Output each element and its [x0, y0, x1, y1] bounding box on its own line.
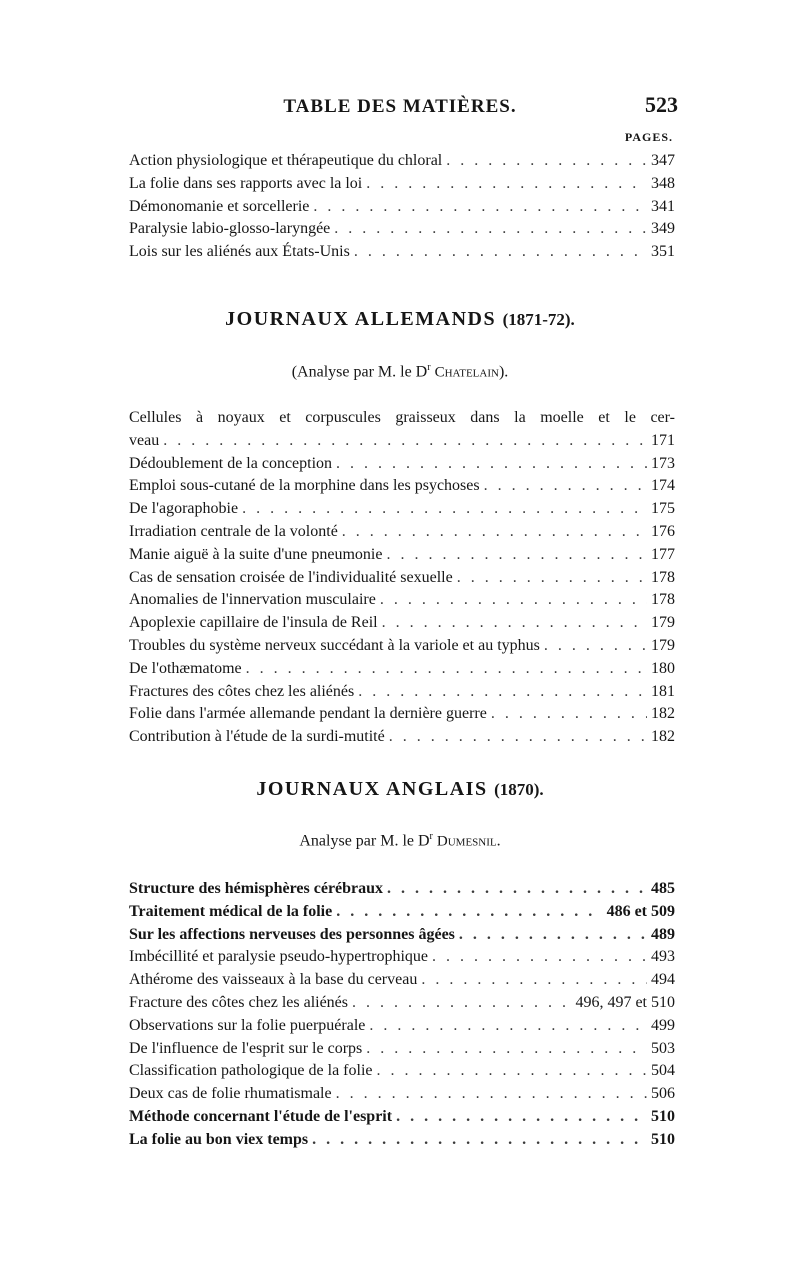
toc-entry: Dédoublement de la conception . . . 173	[129, 453, 675, 476]
toc-entry: Emploi sous-cutané de la morphine dans les psychoses . . . 174	[129, 475, 675, 498]
toc-section-2	[129, 407, 675, 749]
toc-entry: Fractures des côtes chez les aliénés . . . 181	[129, 681, 675, 704]
toc-entry: Structure des hémisphères cérébraux . . . 485	[129, 878, 675, 901]
toc-entry: Observations sur la folie puerpuérale . . . 499	[129, 1015, 675, 1038]
toc-entry: Traitement médical de la folie . . . 486 et 509	[129, 901, 675, 924]
toc-entry: Troubles du système nerveux succédant à la variole et au typhus . . . 179	[129, 635, 675, 658]
toc-entry: Imbécillité et paralysie pseudo-hypertrophique . . . 493	[129, 946, 675, 969]
toc-entry: La folie au bon viex temps . . . 510	[129, 1129, 675, 1152]
toc-entry: Anomalies de l'innervation musculaire . . . 178	[129, 589, 675, 612]
running-title: TABLE DES MATIÈRES.	[283, 96, 517, 117]
toc-entry: Classification pathologique de la folie . . . 504	[129, 1060, 675, 1083]
toc-section-1	[129, 150, 675, 264]
page-number: 523	[645, 92, 678, 117]
toc-entry: Paralysie labio-glosso-laryngée . . . 349	[129, 218, 675, 241]
toc-entry: Contribution à l'étude de la surdi-mutité . . . 182	[129, 726, 675, 749]
toc-entry: Fracture des côtes chez les aliénés . . . 496, 497 et 510	[129, 992, 675, 1015]
toc-entry: veau . . . 171	[129, 430, 675, 453]
toc-section-3	[129, 878, 675, 1152]
toc-entry: La folie dans ses rapports avec la loi . . . 348	[129, 173, 675, 196]
toc-entry: Apoplexie capillaire de l'insula de Reil . . . 179	[129, 612, 675, 635]
analyst-line-english: Analyse par M. le $D^r$ Dumesnil.	[299, 831, 501, 850]
section-heading-english: JOURNAUX ANGLAIS (1870).	[256, 778, 544, 800]
toc-entry: Irradiation centrale de la volonté . . . 176	[129, 521, 675, 544]
toc-entry: Manie aiguë à la suite d'une pneumonie . . . 177	[129, 544, 675, 567]
pages-column-label: PAGES.	[624, 130, 673, 144]
toc-entry: De l'agoraphobie . . . 175	[129, 498, 675, 521]
toc-entry: Cas de sensation croisée de l'individualité sexuelle . . . 178	[129, 567, 675, 590]
toc-entry: Démonomanie et sorcellerie . . . 341	[129, 196, 675, 219]
toc-entry: Action physiologique et thérapeutique du chloral . . . 347	[129, 150, 675, 173]
toc-entry: De l'influence de l'esprit sur le corps . . . 503	[129, 1038, 675, 1061]
toc-entry: Sur les affections nerveuses des personnes âgées . . . 489	[129, 924, 675, 947]
toc-entry: Folie dans l'armée allemande pendant la dernière guerre . . . 182	[129, 703, 675, 726]
toc-entry: Lois sur les aliénés aux États-Unis . . . 351	[129, 241, 675, 264]
toc-entry: Athérome des vaisseaux à la base du cerveau . . . 494	[129, 969, 675, 992]
analyst-line-german: (Analyse par M. le $D^r$ Chatelain).	[291, 362, 509, 381]
toc-entry-first-line: Cellules à noyaux et corpuscules graisseux dans la moelle et le cer-	[129, 409, 675, 426]
section-heading-german: JOURNAUX ALLEMANDS (1871-72).	[225, 308, 575, 330]
toc-entry: Méthode concernant l'étude de l'esprit . . . 510	[129, 1106, 675, 1129]
toc-entry: Deux cas de folie rhumatismale . . . 506	[129, 1083, 675, 1106]
toc-entry: De l'othæmatome . . . 180	[129, 658, 675, 681]
